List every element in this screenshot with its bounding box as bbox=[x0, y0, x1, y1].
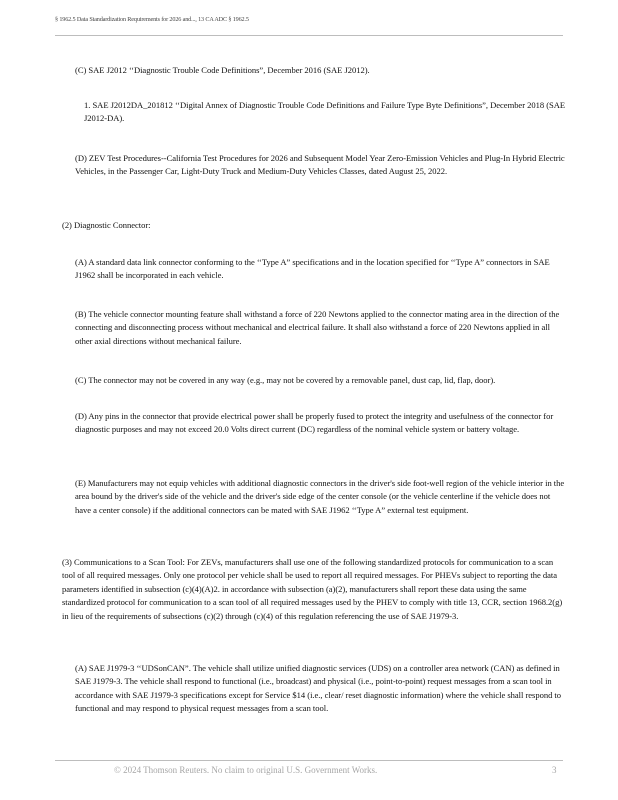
copyright-notice: © 2024 Thomson Reuters. No claim to original U.S. Government Works. bbox=[114, 765, 378, 775]
paragraph-d-electrical-pins: (D) Any pins in the connector that provide electrical power shall be properly fused to protect the integrity and usefulness of the connector for diagnostic purposes and may not exceed 20.0 Volts direct current (DC) regardless of the nominal vehicle system or battery voltage. bbox=[75, 411, 554, 435]
header-divider bbox=[55, 35, 563, 36]
paragraph-c-connector-not-covered: (C) The connector may not be covered in any way (e.g., may not be covered by a removable panel, dust cap, lid, flap, door). bbox=[75, 375, 496, 385]
paragraph-c-sae-j2012: (C) SAE J2012 ‘‘Diagnostic Trouble Code Definitions”, December 2016 (SAE J2012). bbox=[75, 65, 370, 75]
paragraph-2-diagnostic-connector: (2) Diagnostic Connector: bbox=[62, 220, 151, 230]
paragraph-b-mounting-feature: (B) The vehicle connector mounting feature shall withstand a force of 220 Newtons applied to the connector mating area in the direction of the connecting and disconnecting process without mechanical and electrical failure. It shall also withstand a force of 220 Newtons applied in all other axial directions without mechanical failure. bbox=[75, 309, 560, 346]
paragraph-d-zev-test-procedures: (D) ZEV Test Procedures--California Test Procedures for 2026 and Subsequent Model Year Zero-Emission Vehicles and Plug-In Hybrid Electric Vehicles, in the Passenger Car, Light-Duty Truck and Medium-Duty Vehicles Classes, dated August 25, 2022. bbox=[75, 153, 565, 177]
paragraph-1-sae-j2012da: 1. SAE J2012DA_201812 ‘‘Digital Annex of Diagnostic Trouble Code Definitions and Failure Type Byte Definitions”, December 2018 (SAE J2012-DA). bbox=[84, 100, 566, 124]
footer-divider bbox=[55, 760, 563, 761]
paragraph-3-communications-scan-tool: (3) Communications to a Scan Tool: For ZEVs, manufacturers shall use one of the following standardized protocols for communication to a scan tool of all required messages. Only one protocol per vehicle shall be used to report all required messages. For PHEVs subject to reporting the data parameters identified in subsection (c)(4)(A)2. in accordance with subsection (a)(2), manufacturers shall report these data using the same standardized protocol for communication to a scan tool of all required messages used by the PHEV to comply with title 13, CCR, section 1968.2(g) in lieu of the requirements of subsections (c)(2) through (c)(4) of this regulation referencing the use of SAE J1979-3. bbox=[62, 557, 563, 621]
page-number: 3 bbox=[552, 765, 557, 775]
paragraph-e-additional-connectors: (E) Manufacturers may not equip vehicles with additional diagnostic connectors in the driver's side foot-well region of the vehicle interior in the area bound by the driver's side of the vehicle and the driver's side edge of the center console (or the vehicle centerline if the vehicle does not have a center console) if the additional connectors can be mated with SAE J1962 ‘‘Type A” external test equipment. bbox=[75, 478, 565, 515]
paragraph-a-sae-j1979-3: (A) SAE J1979-3 ‘‘UDSonCAN”. The vehicle shall utilize unified diagnostic services (UDS) on a controller area network (CAN) as defined in SAE J1979-3. The vehicle shall respond to functional (i.e., broadcast) and physical (i.e., point-to-point) request messages from a scan tool in accordance with SAE J1979-3 specifications except for Service $14 (i.e., clear/ reset diagnostic information) where the vehicle shall respond to functional and may respond to physical request messages from a scan tool. bbox=[75, 663, 562, 714]
running-header: § 1962.5 Data Standardization Requirements for 2026 and..., 13 CA ADC § 1962.5 bbox=[55, 16, 249, 23]
paragraph-a-data-link-connector: (A) A standard data link connector conforming to the ‘‘Type A” specifications and in the location specified for ‘‘Type A” connectors in SAE J1962 shall be incorporated in each vehicle. bbox=[75, 257, 550, 281]
